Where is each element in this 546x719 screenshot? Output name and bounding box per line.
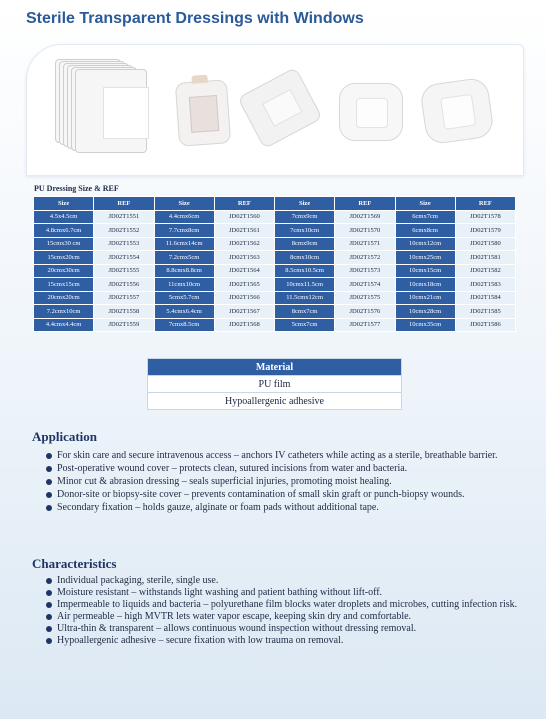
ref-cell: JD02T1567 <box>214 305 274 319</box>
size-cell: 10cmx21cm <box>395 291 455 305</box>
size-cell: 15cmx15cm <box>34 278 94 292</box>
size-table-header-row <box>34 197 516 211</box>
ref-cell: JD02T1578 <box>455 210 515 224</box>
ref-cell: JD02T1552 <box>94 224 154 238</box>
size-cell: 11.6cmx14cm <box>154 237 214 251</box>
list-item: Ultra-thin & transparent – allows continuous wound inspection without dressing removal. <box>46 623 522 634</box>
ref-cell: JD02T1568 <box>214 318 274 332</box>
ref-cell: JD02T1579 <box>455 224 515 238</box>
material-item: PU film <box>148 376 402 393</box>
ref-cell: JD02T1583 <box>455 278 515 292</box>
size-cell: 8cmx9cm <box>275 237 335 251</box>
ref-cell: JD02T1580 <box>455 237 515 251</box>
column-header: Size <box>154 197 214 211</box>
dressing-photo-round <box>339 83 403 141</box>
table-row <box>34 305 516 319</box>
size-cell: 5cmx7cm <box>275 318 335 332</box>
size-cell: 4.4cmx4.4cm <box>34 318 94 332</box>
ref-cell: JD02T1562 <box>214 237 274 251</box>
table-row <box>34 251 516 265</box>
size-cell: 20cmx20cm <box>34 291 94 305</box>
ref-cell: JD02T1563 <box>214 251 274 265</box>
size-cell: 6cmx8cm <box>395 224 455 238</box>
table-row <box>34 210 516 224</box>
product-photo-band <box>26 44 524 176</box>
table-row <box>34 291 516 305</box>
ref-cell: JD02T1571 <box>335 237 395 251</box>
characteristics-list <box>46 575 522 647</box>
dressing-photo-iv <box>175 79 231 146</box>
size-cell: 4.4cmx6cm <box>154 210 214 224</box>
column-header: REF <box>455 197 515 211</box>
list-item: Minor cut & abrasion dressing – seals superficial injuries, promoting moist healing. <box>46 476 522 487</box>
ref-cell: JD02T1575 <box>335 291 395 305</box>
application-list <box>46 450 522 515</box>
ref-cell: JD02T1564 <box>214 264 274 278</box>
list-item: Air permeable – high MVTR lets water vapor escape, keeping skin dry and comfortable. <box>46 611 522 622</box>
size-cell: 4.8cmx6.7cm <box>34 224 94 238</box>
size-table-caption: PU Dressing Size & REF <box>34 184 119 193</box>
list-item: Post-operative wound cover – protects clean, sutured incisions from water and bacteria. <box>46 463 522 474</box>
size-cell: 10cmx15cm <box>395 264 455 278</box>
table-row <box>34 264 516 278</box>
column-header: REF <box>335 197 395 211</box>
size-cell: 8.8cmx8.8cm <box>154 264 214 278</box>
size-cell: 5.4cmx6.4cm <box>154 305 214 319</box>
ref-cell: JD02T1586 <box>455 318 515 332</box>
size-ref-table <box>33 196 516 332</box>
column-header: Size <box>34 197 94 211</box>
column-header: Size <box>275 197 335 211</box>
ref-cell: JD02T1565 <box>214 278 274 292</box>
ref-cell: JD02T1556 <box>94 278 154 292</box>
size-cell: 10cmx25cm <box>395 251 455 265</box>
ref-cell: JD02T1566 <box>214 291 274 305</box>
material-item: Hypoallergenic adhesive <box>148 393 402 410</box>
material-table <box>147 358 402 410</box>
list-item: Impermeable to liquids and bacteria – polyurethane film blocks water droplets and microbes, cutting infection risk. <box>46 599 522 610</box>
table-row <box>34 278 516 292</box>
ref-cell: JD02T1558 <box>94 305 154 319</box>
table-row <box>34 224 516 238</box>
column-header: REF <box>94 197 154 211</box>
size-cell: 15cmx20cm <box>34 251 94 265</box>
size-cell: 7cmx8.5cm <box>154 318 214 332</box>
size-cell: 8cmx10cm <box>275 251 335 265</box>
ref-cell: JD02T1573 <box>335 264 395 278</box>
size-cell: 8cmx7cm <box>275 305 335 319</box>
list-item: Hypoallergenic adhesive – secure fixation with low trauma on removal. <box>46 635 522 646</box>
size-cell: 15cmx30 cm <box>34 237 94 251</box>
size-cell: 7.2cmx10cm <box>34 305 94 319</box>
size-cell: 4.5x4.5cm <box>34 210 94 224</box>
material-header: Material <box>148 359 402 376</box>
table-row <box>34 237 516 251</box>
ref-cell: JD02T1574 <box>335 278 395 292</box>
size-cell: 5cmx5.7cm <box>154 291 214 305</box>
list-item: Individual packaging, sterile, single use. <box>46 575 522 586</box>
size-cell: 20cmx30cm <box>34 264 94 278</box>
size-cell: 8.5cmx10.5cm <box>275 264 335 278</box>
ref-cell: JD02T1584 <box>455 291 515 305</box>
characteristics-heading: Characteristics <box>32 556 117 571</box>
size-cell: 10cmx11.5cm <box>275 278 335 292</box>
ref-cell: JD02T1551 <box>94 210 154 224</box>
dressing-photo-oval <box>419 77 495 146</box>
table-row <box>34 318 516 332</box>
ref-cell: JD02T1582 <box>455 264 515 278</box>
list-item: For skin care and secure intravenous access – anchors IV catheters while acting as a sterile, breathable barrier. <box>46 450 522 461</box>
size-cell: 10cmx18cm <box>395 278 455 292</box>
ref-cell: JD02T1559 <box>94 318 154 332</box>
size-cell: 10cmx12cm <box>395 237 455 251</box>
ref-cell: JD02T1555 <box>94 264 154 278</box>
ref-cell: JD02T1585 <box>455 305 515 319</box>
size-cell: 11.5cmx12cm <box>275 291 335 305</box>
size-cell: 7cmx10cm <box>275 224 335 238</box>
page-title: Sterile Transparent Dressings with Windows <box>26 10 364 27</box>
ref-cell: JD02T1553 <box>94 237 154 251</box>
list-item: Secondary fixation – holds gauze, alginate or foam pads without additional tape. <box>46 502 522 513</box>
ref-cell: JD02T1560 <box>214 210 274 224</box>
dressing-photo-angled <box>237 67 323 149</box>
ref-cell: JD02T1561 <box>214 224 274 238</box>
list-item: Moisture resistant – withstands light washing and patient bathing without lift-off. <box>46 587 522 598</box>
dressing-stack-photo <box>55 59 147 149</box>
size-cell: 6cmx7cm <box>395 210 455 224</box>
list-item: Donor-site or biopsy-site cover – prevents contamination of small skin graft or punch-biopsy wounds. <box>46 489 522 500</box>
ref-cell: JD02T1569 <box>335 210 395 224</box>
ref-cell: JD02T1576 <box>335 305 395 319</box>
size-cell: 10cmx35cm <box>395 318 455 332</box>
column-header: REF <box>214 197 274 211</box>
size-cell: 7cmx9cm <box>275 210 335 224</box>
ref-cell: JD02T1572 <box>335 251 395 265</box>
size-cell: 7.7cmx8cm <box>154 224 214 238</box>
column-header: Size <box>395 197 455 211</box>
ref-cell: JD02T1570 <box>335 224 395 238</box>
size-cell: 7.2cmx5cm <box>154 251 214 265</box>
ref-cell: JD02T1554 <box>94 251 154 265</box>
ref-cell: JD02T1581 <box>455 251 515 265</box>
size-cell: 10cmx28cm <box>395 305 455 319</box>
ref-cell: JD02T1557 <box>94 291 154 305</box>
application-heading: Application <box>32 429 98 444</box>
ref-cell: JD02T1577 <box>335 318 395 332</box>
size-cell: 11cmx10cm <box>154 278 214 292</box>
